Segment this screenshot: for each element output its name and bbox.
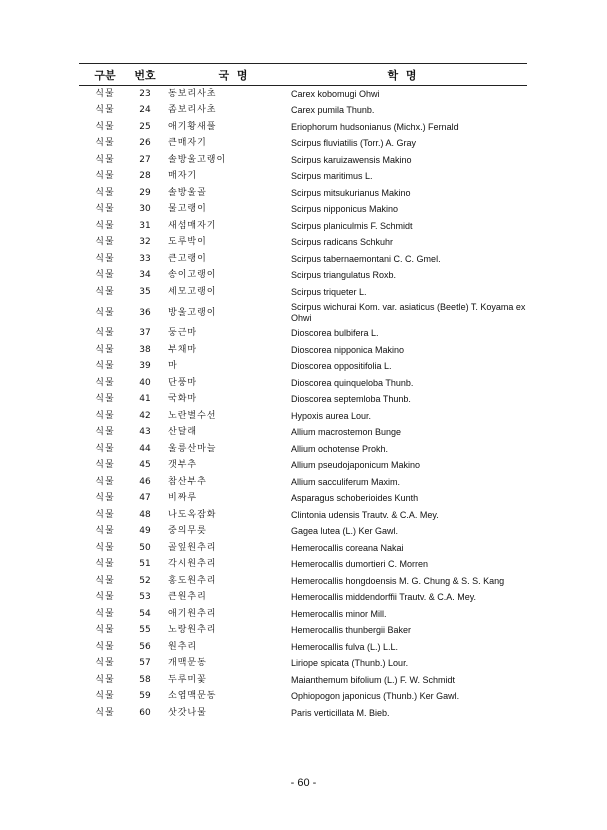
- cell-korean-name: 큰매자기: [168, 138, 207, 149]
- cell-korean-name: 좀보리사초: [168, 105, 217, 116]
- cell-number: 23: [139, 88, 151, 99]
- table-row: [79, 689, 527, 706]
- table-row: [79, 573, 527, 590]
- table-row: [79, 235, 527, 252]
- table-row: [79, 301, 527, 326]
- cell-korean-name: 골잎원추리: [168, 542, 217, 553]
- cell-number: 24: [139, 105, 151, 116]
- cell-scientific-name: Scirpus radicans Schkuhr: [291, 237, 394, 248]
- cell-number: 30: [139, 204, 151, 215]
- cell-number: 44: [139, 443, 151, 454]
- cell-category: 식물: [95, 394, 115, 405]
- table-row: [79, 119, 527, 136]
- cell-scientific-name: Allium pseudojaponicum Makino: [291, 460, 421, 471]
- table-row: [79, 458, 527, 475]
- cell-korean-name: 동보리사초: [168, 88, 217, 99]
- cell-number: 25: [139, 121, 151, 132]
- cell-category: 식물: [95, 307, 115, 318]
- cell-scientific-name: Allium sacculiferum Maxim.: [291, 476, 401, 487]
- cell-scientific-name: Scirpus triangulatus Roxb.: [291, 270, 397, 281]
- cell-category: 식물: [95, 608, 115, 619]
- cell-number: 53: [139, 592, 151, 603]
- cell-scientific-name: Scirpus wichurai Kom. var. asiaticus (Beetle) T. Koyama ex Ohwi: [291, 302, 526, 323]
- cell-number: 35: [139, 286, 151, 297]
- cell-category: 식물: [95, 542, 115, 553]
- cell-scientific-name: Hemerocallis minor Mill.: [291, 608, 387, 619]
- cell-scientific-name: Allium ochotense Prokh.: [291, 443, 389, 454]
- cell-scientific-name: Clintonia udensis Trautv. & C.A. Mey.: [291, 509, 439, 520]
- cell-korean-name: 부채마: [168, 344, 198, 355]
- cell-category: 식물: [95, 460, 115, 471]
- cell-number: 41: [139, 394, 151, 405]
- cell-korean-name: 방울고랭이: [168, 307, 217, 318]
- table-row: [79, 185, 527, 202]
- cell-category: 식물: [95, 658, 115, 669]
- cell-number: 52: [139, 575, 151, 586]
- cell-scientific-name: Allium macrostemon Bunge: [291, 427, 402, 438]
- table-row: [79, 524, 527, 541]
- cell-number: 60: [139, 707, 151, 718]
- cell-category: 식물: [95, 154, 115, 165]
- cell-scientific-name: Hemerocallis dumortieri C. Morren: [291, 559, 429, 570]
- cell-category: 식물: [95, 509, 115, 520]
- cell-korean-name: 소엽맥문동: [168, 691, 217, 702]
- cell-scientific-name: Hemerocallis hongdoensis M. G. Chung & S. S. Kang: [291, 575, 505, 586]
- cell-korean-name: 홍도원추리: [168, 575, 217, 586]
- cell-number: 48: [139, 509, 151, 520]
- table-row: [79, 136, 527, 153]
- cell-category: 식물: [95, 707, 115, 718]
- cell-category: 식물: [95, 443, 115, 454]
- cell-category: 식물: [95, 592, 115, 603]
- cell-number: 32: [139, 237, 151, 248]
- cell-korean-name: 둥근마: [168, 328, 198, 339]
- cell-korean-name: 새섬매자기: [168, 220, 217, 231]
- cell-korean-name: 각시원추리: [168, 559, 217, 570]
- cell-number: 55: [139, 625, 151, 636]
- cell-korean-name: 큰원추리: [168, 592, 207, 603]
- cell-scientific-name: Scirpus nipponicus Makino: [291, 204, 399, 215]
- cell-category: 식물: [95, 493, 115, 504]
- cell-category: 식물: [95, 204, 115, 215]
- cell-scientific-name: Scirpus maritimus L.: [291, 171, 373, 182]
- cell-scientific-name: Paris verticillata M. Bieb.: [291, 707, 390, 718]
- cell-number: 42: [139, 410, 151, 421]
- cell-number: 40: [139, 377, 151, 388]
- cell-scientific-name: Liriope spicata (Thunb.) Lour.: [291, 658, 409, 669]
- table-row: [79, 590, 527, 607]
- cell-korean-name: 두루미꽃: [168, 674, 207, 685]
- cell-korean-name: 참산부추: [168, 476, 207, 487]
- cell-category: 식물: [95, 253, 115, 264]
- table-row: [79, 326, 527, 343]
- cell-category: 식물: [95, 270, 115, 281]
- cell-scientific-name: Carex kobomugi Ohwi: [291, 88, 380, 99]
- cell-category: 식물: [95, 171, 115, 182]
- cell-scientific-name: Gagea lutea (L.) Ker Gawl.: [291, 526, 399, 537]
- cell-korean-name: 삿갓나물: [168, 707, 207, 718]
- cell-category: 식물: [95, 121, 115, 132]
- cell-category: 식물: [95, 237, 115, 248]
- table-row: [79, 152, 527, 169]
- cell-scientific-name: Eriophorum hudsonianus (Michx.) Fernald: [291, 121, 459, 132]
- cell-korean-name: 솔방울골: [168, 187, 207, 198]
- table-row: [79, 392, 527, 409]
- table-row: [79, 507, 527, 524]
- cell-category: 식물: [95, 410, 115, 421]
- cell-scientific-name: Scirpus fluviatilis (Torr.) A. Gray: [291, 138, 417, 149]
- cell-korean-name: 솔방울고랭이: [168, 154, 227, 165]
- cell-korean-name: 매자기: [168, 171, 198, 182]
- page-number: - 60 -: [290, 777, 317, 789]
- cell-korean-name: 울릉산마늘: [168, 443, 217, 454]
- cell-category: 식물: [95, 328, 115, 339]
- cell-category: 식물: [95, 625, 115, 636]
- table-row: [79, 202, 527, 219]
- cell-number: 45: [139, 460, 151, 471]
- cell-number: 49: [139, 526, 151, 537]
- cell-scientific-name: Dioscorea oppositifolia L.: [291, 361, 392, 372]
- cell-scientific-name: Hemerocallis fulva (L.) L.L.: [291, 641, 399, 652]
- table-body: [79, 86, 527, 722]
- cell-korean-name: 애기황새풀: [168, 121, 217, 132]
- cell-category: 식물: [95, 105, 115, 116]
- header-number: 번호: [131, 64, 159, 86]
- cell-scientific-name: Hypoxis aurea Lour.: [291, 410, 372, 421]
- cell-scientific-name: Asparagus schoberioides Kunth: [291, 493, 419, 504]
- cell-scientific-name: Carex pumila Thunb.: [291, 105, 375, 116]
- table-row: [79, 557, 527, 574]
- table-row: [79, 251, 527, 268]
- table-row: [79, 425, 527, 442]
- cell-korean-name: 애기원추리: [168, 608, 217, 619]
- header-korean-name: 국 명: [159, 64, 279, 86]
- cell-korean-name: 노란별수선: [168, 410, 217, 421]
- table-row: [79, 218, 527, 235]
- cell-scientific-name: Scirpus karuizawensis Makino: [291, 154, 412, 165]
- cell-korean-name: 마: [168, 361, 178, 372]
- header-scientific-name: 학 명: [279, 64, 527, 86]
- cell-number: 47: [139, 493, 151, 504]
- cell-number: 59: [139, 691, 151, 702]
- cell-number: 37: [139, 328, 151, 339]
- table-row: [79, 656, 527, 673]
- cell-category: 식물: [95, 88, 115, 99]
- cell-korean-name: 송이고랭이: [168, 270, 217, 281]
- table-row: [79, 540, 527, 557]
- cell-number: 46: [139, 476, 151, 487]
- table-row: [79, 441, 527, 458]
- cell-scientific-name: Dioscorea bulbifera L.: [291, 328, 379, 339]
- cell-category: 식물: [95, 286, 115, 297]
- cell-number: 31: [139, 220, 151, 231]
- cell-category: 식물: [95, 220, 115, 231]
- cell-number: 56: [139, 641, 151, 652]
- cell-korean-name: 개맥문동: [168, 658, 207, 669]
- table-row: [79, 375, 527, 392]
- cell-number: 50: [139, 542, 151, 553]
- cell-korean-name: 도루박이: [168, 237, 207, 248]
- cell-scientific-name: Hemerocallis thunbergii Baker: [291, 625, 412, 636]
- table-row: [79, 408, 527, 425]
- cell-scientific-name: Maianthemum bifolium (L.) F. W. Schmidt: [291, 674, 456, 685]
- cell-korean-name: 국화마: [168, 394, 198, 405]
- table-row: [79, 639, 527, 656]
- cell-category: 식물: [95, 476, 115, 487]
- table-row: [79, 268, 527, 285]
- species-table: [79, 63, 527, 722]
- table-row: [79, 103, 527, 120]
- cell-korean-name: 세모고랭이: [168, 286, 217, 297]
- table-row: [79, 169, 527, 186]
- cell-scientific-name: Dioscorea nipponica Makino: [291, 344, 405, 355]
- cell-number: 51: [139, 559, 151, 570]
- cell-category: 식물: [95, 526, 115, 537]
- table-row: [79, 705, 527, 722]
- cell-korean-name: 노랑원추리: [168, 625, 217, 636]
- cell-category: 식물: [95, 575, 115, 586]
- cell-category: 식물: [95, 674, 115, 685]
- table-header-row: [79, 64, 527, 86]
- cell-number: 38: [139, 344, 151, 355]
- cell-number: 29: [139, 187, 151, 198]
- cell-scientific-name: Dioscorea quinqueloba Thunb.: [291, 377, 414, 388]
- cell-scientific-name: Hemerocallis coreana Nakai: [291, 542, 404, 553]
- table-row: [79, 359, 527, 376]
- cell-number: 54: [139, 608, 151, 619]
- cell-number: 34: [139, 270, 151, 281]
- cell-korean-name: 갯부추: [168, 460, 198, 471]
- header-category: 구분: [79, 64, 131, 86]
- cell-category: 식물: [95, 138, 115, 149]
- cell-number: 43: [139, 427, 151, 438]
- cell-number: 27: [139, 154, 151, 165]
- cell-number: 57: [139, 658, 151, 669]
- cell-scientific-name: Hemerocallis middendorffii Trautv. & C.A. Mey.: [291, 592, 477, 603]
- cell-scientific-name: Scirpus planiculmis F. Schmidt: [291, 220, 413, 231]
- table-row: [79, 606, 527, 623]
- table-row: [79, 623, 527, 640]
- cell-korean-name: 단풍마: [168, 377, 198, 388]
- table-row: [79, 284, 527, 301]
- table-row: [79, 474, 527, 491]
- cell-korean-name: 큰고랭이: [168, 253, 207, 264]
- cell-number: 39: [139, 361, 151, 372]
- cell-category: 식물: [95, 691, 115, 702]
- cell-korean-name: 물고랭이: [168, 204, 207, 215]
- cell-number: 26: [139, 138, 151, 149]
- table-row: [79, 342, 527, 359]
- table-row: [79, 672, 527, 689]
- cell-korean-name: 산달래: [168, 427, 198, 438]
- cell-scientific-name: Scirpus tabernaemontani C. C. Gmel.: [291, 253, 441, 264]
- cell-category: 식물: [95, 361, 115, 372]
- table-row: [79, 86, 527, 103]
- cell-category: 식물: [95, 641, 115, 652]
- cell-korean-name: 비짜루: [168, 493, 198, 504]
- cell-number: 33: [139, 253, 151, 264]
- cell-category: 식물: [95, 559, 115, 570]
- cell-scientific-name: Ophiopogon japonicus (Thunb.) Ker Gawl.: [291, 691, 460, 702]
- cell-number: 58: [139, 674, 151, 685]
- cell-number: 36: [139, 307, 151, 318]
- cell-scientific-name: Dioscorea septemloba Thunb.: [291, 394, 411, 405]
- cell-number: 28: [139, 171, 151, 182]
- cell-scientific-name: Scirpus mitsukurianus Makino: [291, 187, 411, 198]
- cell-korean-name: 원추리: [168, 641, 198, 652]
- cell-category: 식물: [95, 427, 115, 438]
- table-row: [79, 491, 527, 508]
- cell-korean-name: 중의무릇: [168, 526, 207, 537]
- cell-category: 식물: [95, 344, 115, 355]
- cell-category: 식물: [95, 187, 115, 198]
- cell-korean-name: 나도옥잠화: [168, 509, 217, 520]
- cell-scientific-name: Scirpus triqueter L.: [291, 286, 367, 297]
- cell-category: 식물: [95, 377, 115, 388]
